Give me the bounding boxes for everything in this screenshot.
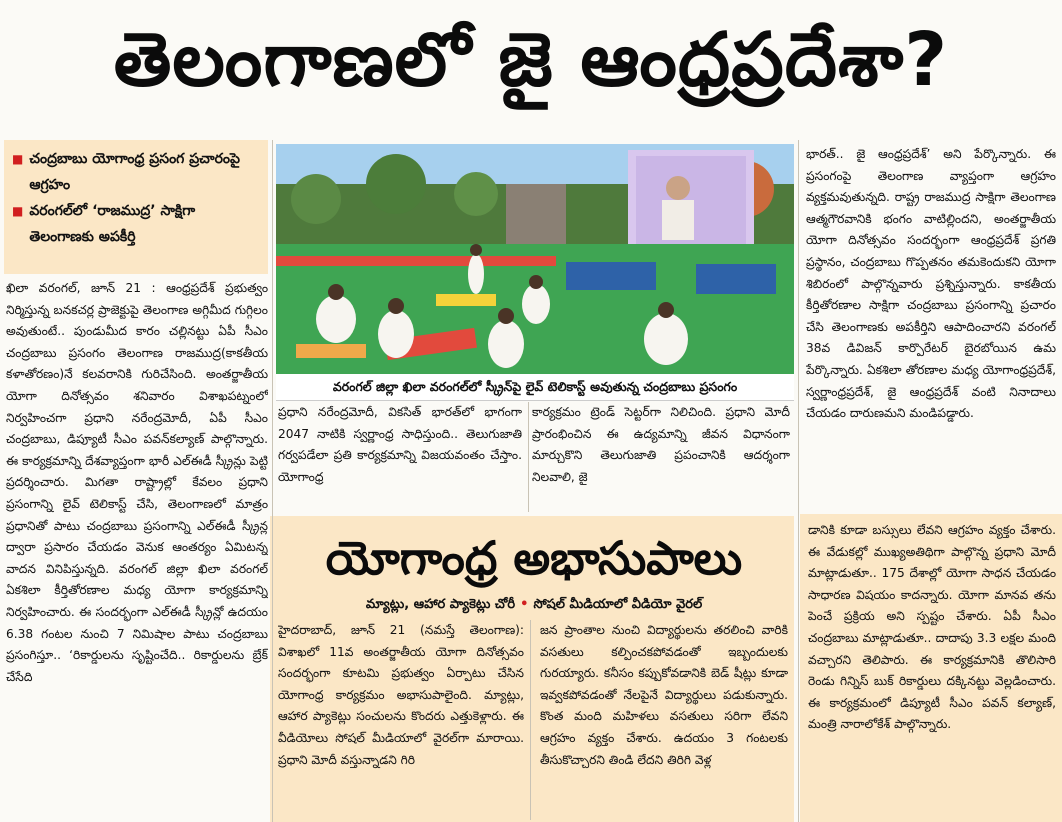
yoga-event-photo <box>276 144 794 374</box>
highlight-text: వరంగల్‌లో ‘రాజముద్ర’ సాక్షిగా తెలంగాణకు అపకీర్తి <box>29 203 196 245</box>
highlight-item <box>12 146 260 198</box>
highlight-text: చంద్రబాబు యోగాంధ్ర ప్రసంగ ప్రచారంపై ఆగ్రహం <box>29 151 240 193</box>
photo-caption: వరంగల్ జిల్లా ఖిలా వరంగల్‌లో స్క్రీన్‌పై లైవ్ టెలికాస్ట్ అవుతున్న చంద్రబాబు ప్రసంగం <box>276 374 794 401</box>
kicker-part-1: మ్యాట్లు, ఆహార ప్యాకెట్లు చోరీ <box>365 597 516 612</box>
column-divider <box>272 140 273 822</box>
page-headline: తెలంగాణలో జై ఆంధ్రప్రదేశా? <box>113 17 949 103</box>
story2-column-1: హైదరాబాద్, జూన్ 21 (నమస్తే తెలంగాణ): విశాఖలో 11వ అంతర్జాతీయ యోగా దినోత్సవం సందర్భంగా కూటమి ప్రభుత్వం ఏర్పాటు చేసిన యోగాంధ్ర కార్యక్రమం అభాసుపాలైంది. మ్యాట్లు, ఆహార ప్యాకెట్లు సంచులను కొందరు ఎత్తుకెళ్లారు. ఈ వీడియోలు సోషల్ మీడియాలో వైరల్‌గా మారాయి. ప్రధాని మోదీ వస్తున్నాడని గిరి <box>278 623 524 767</box>
kicker-part-2: సోషల్ మీడియాలో వీడియో వైరల్ <box>533 597 703 612</box>
column-divider <box>530 620 531 820</box>
story1-column-2: ప్రధాని నరేంద్రమోదీ, వికసిత్ భారత్‌లో భాగంగా 2047 నాటికి స్వర్ణాంధ్ర సాధిస్తుంది.. తెలుగుజాతి గర్వపడేలా ప్రతి కార్యక్రమాన్ని విజయవంతం చేస్తాం. యోగాంధ్ర <box>278 405 522 484</box>
kicker-separator: • <box>520 597 529 612</box>
story2-title: యోగాంధ్ర అభాసుపాలు <box>325 531 743 585</box>
story2-kicker <box>284 594 784 616</box>
bullet-icon: ■ <box>12 204 24 218</box>
story1-column-1: ఖిలా వరంగల్, జూన్ 21 : ఆంధ్రప్రదేశ్ ప్రభుత్వం నిర్మిస్తున్న బనకచర్ల ప్రాజెక్టుపై తెలంగాణ అగ్గిమీద గుగ్గిలం అవుతుంటే.. పుండుమీద కారం చల్లినట్టు ఏపీ సీఎం చంద్రబాబు ప్రసంగం తెలంగాణ రాజముద్ర(కాకతీయ కళాతోరణం)నే కలవరానికి గురిచేసింది. అంతర్జాతీయ యోగా దినోత్సవం శనివారం విశాఖపట్నంలో నిర్వహించగా ప్రధాని నరేంద్రమోదీ, ఏపీ సీఎం చంద్రబాబు, డిప్యూటీ సీఎం పవన్‌కల్యాణ్ పాల్గొన్నారు. ఈ కార్యక్రమాన్ని దేశవ్యాప్తంగా భారీ ఎల్ఈడీ స్క్రీన్లు పెట్టి ప్రదర్శించారు. మిగతా రాష్ట్రాల్లో కేవలం ప్రధాని ప్రసంగాన్ని లైవ్ టెలికాస్ట్ చేసి, తెలంగాణలో మాత్రం ప్రధానితో పాటు చంద్రబాబు ప్రసంగాన్ని ఎల్ఈడీ స్క్రీన్ల ద్వారా ప్రసారం చేయడం వెనుక ఆంతర్యం ఏమిటన్న వాదన వినిపిస్తున్నది. వరంగల్ జిల్లా ఖిలా వరంగల్ ఏకశిలా కీర్తితోరణాల మధ్య యోగా కార్యక్రమాన్ని నిర్వహించారు. ఈ సందర్భంగా ఎల్ఈడీ స్క్రీన్లో ఉదయం 6.38 గంటల నుంచి 7 నిమిషాల పాటు చంద్రబాబు ప్రసంగిస్తూ.. ‘రికార్డులను సృష్టించేది.. రికార్డులను బ్రేక్ చేసేది <box>6 281 268 684</box>
story1-column-3: కార్యక్రమం ట్రెండ్ సెట్టర్‌గా నిలిచింది. ప్రధాని మోదీ ప్రారంభించిన ఈ ఉద్యమాన్ని జీవన విధానంగా మార్చుకొని తెలుగుజాతి ప్రపంచానికి ఆదర్శంగా నిలవాలి, జై <box>532 405 790 484</box>
highlights-box <box>4 140 268 274</box>
story2-column-2: జన ప్రాంతాల నుంచి విద్యార్థులను తరలించి వారికి వసతులు కల్పించకపోవడంతో ఇబ్బందులకు గురయ్యారు. కనీసం కప్పుకోవడానికి బెడ్ షీట్లు కూడా ఇవ్వకపోవడంతో నేలపైనే విద్యార్థులు పడుకున్నారు. కొంత మంది మహిళలు వసతులు సరిగా లేవని ఆగ్రహం వ్యక్తం చేశారు. ఉదయం 3 గంటలకు తీసుకొచ్చారని తిండి లేదని తిరిగి వెళ్ల <box>540 623 788 767</box>
story1-column-4: భారత్.. జై ఆంధ్రప్రదేశ్’ అని పేర్కొన్నారు. ఈ ప్రసంగంపై తెలంగాణ వ్యాప్తంగా ఆగ్రహం వ్యక్తమవుతున్నది. రాష్ట్ర రాజముద్ర సాక్షిగా తెలంగాణ ఆత్మగౌరవానికి భంగం వాటిల్లిందని, అంతర్జాతీయ యోగా దినోత్సవం సందర్భంగా ఆంధ్రప్రదేశ్ ప్రగతి ప్రస్థానం, చంద్రబాబు గొప్పతనం తమకెందుకని యోగా శిబిరంలో పాల్గొన్నవారు ప్రశ్నిస్తున్నారు. కాకతీయ కీర్తితోరణాల సాక్షిగా చంద్రబాబు ప్రసంగాన్ని ప్రచారం చేసి తెలంగాణకు అపకీర్తిని ఆపాదించారని వరంగల్ 38వ డివిజన్ కార్పొరేటర్ బైరబోయిన ఉమ పేర్కొన్నారు. ఏకశిలా తోరణాల మధ్య యోగాంధ్రప్రదేశ్, స్వర్ణాంధ్రప్రదేశ్, జై ఆంధ్రప్రదేశ్ వంటి నినాదాలు చేయడం దారుణమని మండిపడ్డారు. <box>806 147 1056 421</box>
column-divider <box>798 140 799 822</box>
photo-illustration <box>276 144 794 374</box>
story2-column-3: డానికి కూడా బస్సులు లేవని ఆగ్రహం వ్యక్తం చేశారు. ఈ వేడుకల్లో ముఖ్యఅతిథిగా పాల్గొన్న ప్రధాని మోదీ మాట్లాడుతూ.. 175 దేశాల్లో యోగా సాధన చేయడం సాధారణ విషయం కాదన్నారు. యోగా మానవ తను పెంచే ప్రక్రియ అని స్పష్టం చేశారు. ఏపీ సీఎం చంద్రబాబు మాట్లాడుతూ.. దాదాపు 3.3 లక్షల మంది వచ్చారని తెలిపారు. ఈ కార్యక్రమానికి తొలిసారి రెండు గిన్నిస్ బుక్ రికార్డులు దక్కినట్టు వెల్లడించారు. ఈ కార్యక్రమంలో డిప్యూటీ సీఎం పవన్ కల్యాణ్, మంత్రి నారాలోకేశ్ పాల్గొన్నారు. <box>808 523 1056 732</box>
bullet-icon: ■ <box>12 152 24 166</box>
column-divider <box>528 402 529 512</box>
highlight-item <box>12 198 260 250</box>
